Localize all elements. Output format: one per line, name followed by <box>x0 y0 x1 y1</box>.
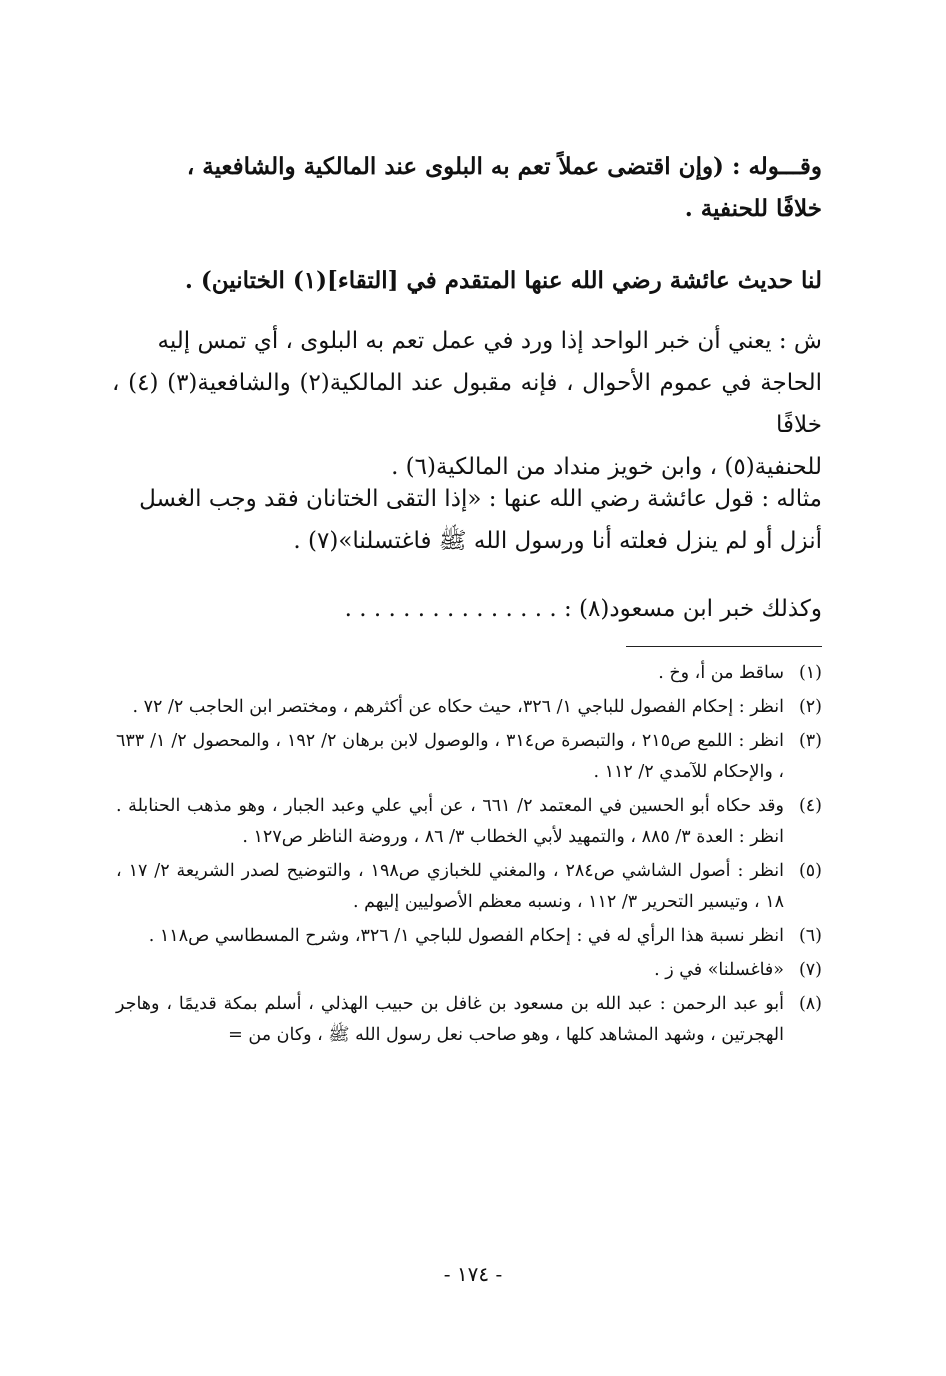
example-paragraph <box>112 478 822 562</box>
footnote <box>116 856 822 918</box>
footnote-number: (٥) <box>798 861 822 881</box>
footnote-text: أبو عبد الرحمن : عبد الله بن مسعود بن غافل بن حبيب الهذلي ، أسلم بمكة قديمًا ، وهاجر الهجرتين ، وشهد المشاهد كلها ، وهو صاحب نعل رسول الله ﷺ ، وكان من = <box>116 994 784 1045</box>
page-number: - ١٧٤ - <box>443 1262 503 1286</box>
ibn-masud-line <box>112 588 822 630</box>
footnote <box>116 989 822 1051</box>
footnote-number: (٦) <box>798 926 822 946</box>
footnote-text: انظر : أصول الشاشي ص٢٨٤ ، والمغني للخبازي ص١٩٨ ، والتوضيح لصدر الشريعة ٢/ ١٧ ، ١٨ ، وتيسير التحرير ٣/ ١١٢ ، ونسبه معظم الأصوليين إليهم . <box>116 861 785 912</box>
footnote <box>116 921 822 952</box>
footnote-number: (١) <box>798 663 822 683</box>
footnote-number: (٨) <box>798 994 822 1014</box>
evidence-line: لنا حديث عائشة رضي الله عنها المتقدم في [التقاء](١) الختانين) . <box>184 267 822 294</box>
footnote-text: ساقط من أ، وخ . <box>658 663 784 683</box>
commentary-line-3: للحنفية(٥) ، وابن خويز منداد من المالكية(٦) . <box>391 454 822 480</box>
commentary-line-1: ش : يعني أن خبر الواحد إذا ورد في عمل تعم به البلوى ، أي تمس إليه <box>157 328 822 354</box>
footnote-text: انظر : اللمع ص٢١٥ ، والتبصرة ص٣١٤ ، والوصول لابن برهان ٢/ ١٩٢ ، والمحصول ٢/ ١/ ٦٣٣ ، والإحكام للآمدي ٢/ ١١٢ . <box>116 731 785 782</box>
matn-evidence <box>112 260 822 302</box>
ellipsis-dots: . . . . . . . . . . . . . . . <box>344 596 557 622</box>
commentary-line-2: الحاجة في عموم الأحوال ، فإنه مقبول عند المالكية(٢) والشافعية(٣) (٤) ، خلافًا <box>112 370 822 438</box>
footnote <box>116 658 822 689</box>
matn-quote <box>112 146 822 230</box>
footnote <box>116 955 822 986</box>
footnote-text: وقد حكاه أبو الحسين في المعتمد ٢/ ٦٦١ ، عن أبي علي وعبد الجبار ، وهو مذهب الحنابلة . انظر : العدة ٣/ ٨٨٥ ، والتمهيد لأبي الخطاب ٣/ ٨٦ ، وروضة الناظر ص١٢٧ . <box>116 796 784 847</box>
commentary-paragraph <box>112 320 822 488</box>
footnote-number: (٧) <box>798 960 822 980</box>
footnote-separator <box>626 646 822 647</box>
footnote <box>116 726 822 788</box>
footnotes-list <box>116 658 822 1054</box>
quote-line-2: خلافًا للحنفية . <box>684 195 822 222</box>
quote-line-1: وقـــوله : (وإن اقتضى عملاً تعم به البلوى عند المالكية والشافعية ، <box>186 153 822 180</box>
ibn-masud-text: وكذلك خبر ابن مسعود(٨) : <box>563 596 822 622</box>
footnote-text: انظر نسبة هذا الرأي له في : إحكام الفصول للباجي ١/ ٣٢٦، وشرح المسطاسي ص١١٨ . <box>148 926 784 946</box>
footnote <box>116 692 822 723</box>
example-line-2: أنزل أو لم ينزل فعلته أنا ورسول الله ﷺ فاغتسلنا»(٧) . <box>293 528 822 554</box>
footnote-number: (٢) <box>798 697 822 717</box>
footnote <box>116 791 822 853</box>
footnote-number: (٣) <box>798 731 822 751</box>
example-line-1: مثاله : قول عائشة رضي الله عنها : «إذا التقى الختانان فقد وجب الغسل <box>139 486 822 512</box>
footnote-text: «فاغسلنا» في ز . <box>654 960 784 980</box>
ibn-masud-paragraph <box>112 588 822 630</box>
footnote-text: انظر : إحكام الفصول للباجي ١/ ٣٢٦، حيث حكاه عن أكثرهم ، ومختصر ابن الحاجب ٢/ ٧٢ . <box>132 697 784 717</box>
footnote-number: (٤) <box>798 796 822 816</box>
